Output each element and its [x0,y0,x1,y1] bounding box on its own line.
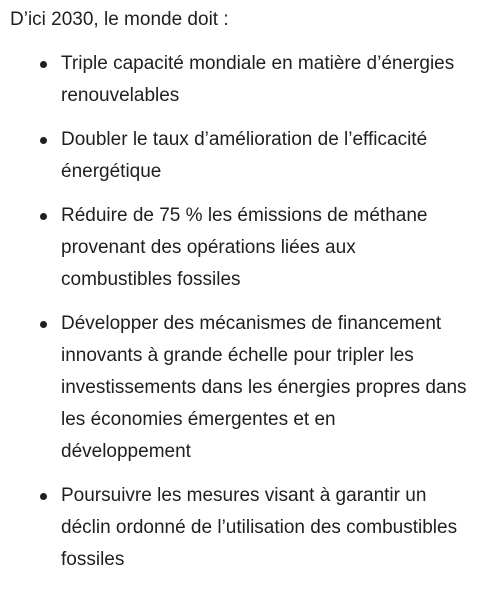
bullet-icon [40,137,47,144]
list-item-text: Doubler le taux d’amélioration de l’efficacité énergétique [61,129,428,182]
bullet-icon [40,61,47,68]
intro-text: D’ici 2030, le monde doit : [10,9,229,30]
goals-list [10,48,470,576]
bullet-icon [40,321,47,328]
list-item [10,124,470,188]
list-item-text: Développer des mécanismes de financement innovants à grande échelle pour tripler les investissements dans les énergies propres dans les économies émergentes et en développement [61,313,467,462]
list-item-text: Réduire de 75 % les émissions de méthane provenant des opérations liées aux combustibles fossiles [61,205,428,290]
list-item [10,200,470,296]
bullet-icon [40,213,47,220]
bullet-icon [40,493,47,500]
list-item-text: Triple capacité mondiale en matière d’énergies renouvelables [61,53,455,106]
list-item-text: Poursuivre les mesures visant à garantir un déclin ordonné de l’utilisation des combustibles fossiles [61,485,458,570]
list-item [10,480,470,576]
list-item [10,308,470,468]
list-item [10,48,470,112]
